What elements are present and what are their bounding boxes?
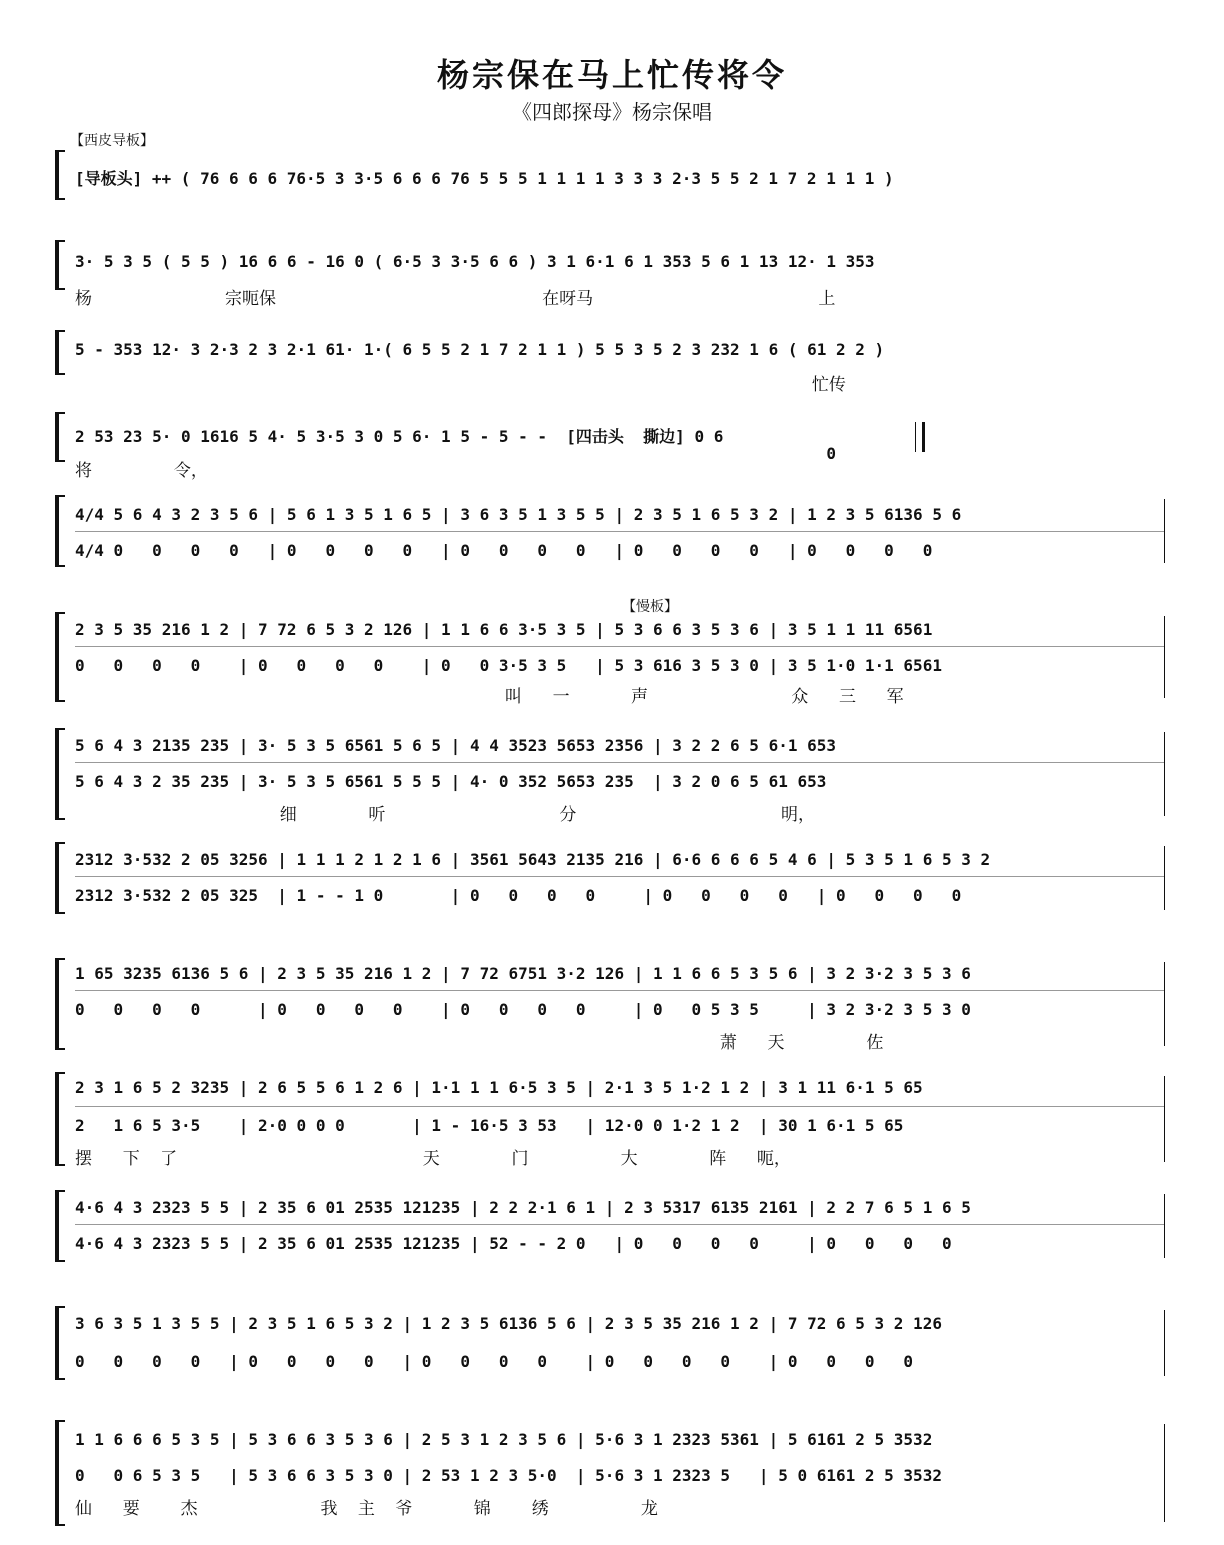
score-line-bottom: 2 1 6 5 3·5 | 2·0 0 0 0 | 1 - 16·5 3 53 | 12·0 0 1·2 1 2 | 30 1 6·1 5 65 xyxy=(75,1116,904,1135)
score-line-top: 4/4 5 6 4 3 2 3 5 6 | 5 6 1 3 5 1 6 5 | 3 6 3 5 1 3 5 5 | 2 3 5 1 6 5 3 2 | 1 2 3 5 6136 5 6 xyxy=(75,505,962,524)
barline-end xyxy=(1164,846,1165,910)
score-line-bottom: 4·6 4 3 2323 5 5 | 2 35 6 01 2535 121235 | 52 - - 2 0 | 0 0 0 0 | 0 0 0 0 xyxy=(75,1234,952,1253)
page-subtitle: 《四郎探母》杨宗保唱 xyxy=(512,100,712,124)
lyrics-line: 萧 天 佐 xyxy=(75,1033,884,1053)
score-line-bottom: 0 0 6 5 3 5 | 5 3 6 6 3 5 3 0 | 2 53 1 2 3 5·0 | 5·6 3 1 2323 5 | 5 0 6161 2 5 3532 xyxy=(75,1466,942,1485)
score-line-top: 3 6 3 5 1 3 5 5 | 2 3 5 1 6 5 3 2 | 1 2 3 5 6136 5 6 | 2 3 5 35 216 1 2 | 7 72 6 5 3 2 126 xyxy=(75,1314,942,1333)
system-bracket xyxy=(55,958,65,1050)
score-line-top: 2 3 1 6 5 2 3235 | 2 6 5 5 6 1 2 6 | 1·1 1 1 6·5 3 5 | 2·1 3 5 1·2 1 2 | 3 1 11 6·1 5 65 xyxy=(75,1078,923,1097)
barline-end xyxy=(1164,732,1165,816)
lyrics-line: 将 令， xyxy=(75,461,208,481)
score-system-9 xyxy=(55,958,1165,1053)
system-bracket xyxy=(55,1072,65,1166)
score-line-top: 2312 3·532 2 05 3256 | 1 1 1 2 1 2 1 6 | 3561 5643 2135 216 | 6·6 6 6 6 5 4 6 | 5 3 5 1 6 5 3 2 xyxy=(75,850,991,869)
barline-end xyxy=(1164,499,1165,563)
barline-end xyxy=(1164,616,1165,698)
barline-end xyxy=(1164,962,1165,1046)
score-system-6 xyxy=(55,612,1165,707)
barline-end xyxy=(1164,1194,1165,1258)
score-system-13 xyxy=(55,1420,1165,1526)
score-system-11 xyxy=(55,1190,1165,1262)
lyrics-line: 仙 要 杰 我 主 爷 锦 绣 龙 xyxy=(75,1499,658,1519)
lyrics-line: 忙传 xyxy=(75,375,846,395)
system-bracket xyxy=(55,1190,65,1262)
score-system-1 xyxy=(55,150,1165,200)
score-system-7 xyxy=(55,728,1165,825)
system-bracket xyxy=(55,240,65,290)
staff-separator xyxy=(75,876,1165,877)
barline-end xyxy=(1164,1076,1165,1162)
system-bracket xyxy=(55,728,65,820)
system-bracket xyxy=(55,1420,65,1526)
barline-end xyxy=(1164,1424,1165,1522)
staff-separator xyxy=(75,1106,1165,1107)
score-system-5 xyxy=(55,495,1165,567)
score-line-top: 5 - 353 12· 3 2·3 2 3 2·1 61· 1·( 6 5 5 2 1 7 2 1 1 ) 5 5 3 5 2 3 232 1 6 ( 61 2 2 ) xyxy=(75,340,885,359)
score-line-bottom: 2312 3·532 2 05 325 | 1 - - 1 0 | 0 0 0 0 | 0 0 0 0 | 0 0 0 0 xyxy=(75,886,962,905)
staff-separator xyxy=(75,1224,1165,1225)
score-line-top: 2 3 5 35 216 1 2 | 7 72 6 5 3 2 126 | 1 1 6 6 3·5 3 5 | 5 3 6 6 3 5 3 6 | 3 5 1 1 11 6561 xyxy=(75,620,933,639)
staff-separator xyxy=(75,762,1165,763)
score-line-bottom: 0 xyxy=(75,444,836,463)
score-system-4 xyxy=(55,412,1165,481)
lyrics-line: 细 听 分 明， xyxy=(75,805,816,825)
page-title: 杨宗保在马上忙传将令 xyxy=(436,56,787,94)
score-system-12 xyxy=(55,1306,1165,1380)
score-line-top: 1 65 3235 6136 5 6 | 2 3 5 35 216 1 2 | 7 72 6751 3·2 126 | 1 1 6 6 5 3 5 6 | 3 2 3·2 3 5 3 6 xyxy=(75,964,971,983)
system-bracket xyxy=(55,495,65,567)
score-system-8 xyxy=(55,842,1165,914)
score-system-10 xyxy=(55,1072,1165,1169)
score-line-top: 1 1 6 6 6 5 3 5 | 5 3 6 6 3 5 3 6 | 2 5 3 1 2 3 5 6 | 5·6 3 1 2323 5361 | 5 6161 2 5 3532 xyxy=(75,1430,933,1449)
staff-separator xyxy=(75,531,1165,532)
score-line-top: 5 6 4 3 2135 235 | 3· 5 3 5 6561 5 6 5 | 4 4 3523 5653 2356 | 3 2 2 6 5 6·1 653 xyxy=(75,736,836,755)
score-line-top: 4·6 4 3 2323 5 5 | 2 35 6 01 2535 121235 | 2 2 2·1 6 1 | 2 3 5317 6135 2161 | 2 2 7 6 5 1 6 5 xyxy=(75,1198,971,1217)
system-bracket xyxy=(55,330,65,375)
score-line-bottom: 0 0 0 0 | 0 0 0 0 | 0 0 3·5 3 5 | 5 3 616 3 5 3 0 | 3 5 1·0 1·1 6561 xyxy=(75,656,942,675)
system-bracket xyxy=(55,1306,65,1380)
system-bracket xyxy=(55,612,65,702)
tempo-marking-daoban: 【西皮导板】 xyxy=(70,133,154,149)
score-line-top: 3· 5 3 5 ( 5 5 ) 16 6 6 - 16 0 ( 6·5 3 3·5 6 6 ) 3 1 6·1 6 1 353 5 6 1 13 12· 1 353 xyxy=(75,252,875,271)
tempo-marking-manban: 【慢板】 xyxy=(622,599,678,615)
system-bracket xyxy=(55,412,65,462)
double-barline xyxy=(915,422,925,452)
staff-separator xyxy=(75,990,1165,991)
score-system-2 xyxy=(55,240,1165,309)
system-bracket xyxy=(55,150,65,200)
system-bracket xyxy=(55,842,65,914)
score-line-bottom: 0 0 0 0 | 0 0 0 0 | 0 0 0 0 | 0 0 0 0 | 0 0 0 0 xyxy=(75,1352,914,1371)
score-line-top: [导板头] ++ ( 76 6 6 6 76·5 3 3·5 6 6 6 76 5 5 5 1 1 1 1 3 3 3 2·3 5 5 2 1 7 2 1 1 1 ) xyxy=(75,169,894,188)
score-line-bottom: 5 6 4 3 2 35 235 | 3· 5 3 5 6561 5 5 5 | 4· 0 352 5653 235 | 3 2 0 6 5 61 653 xyxy=(75,772,827,791)
score-line-top: 2 53 23 5· 0 1616 5 4· 5 3·5 3 0 5 6· 1 5 - 5 - - [四击头 撕边] 0 6 xyxy=(75,427,724,446)
score-system-3 xyxy=(55,330,1165,395)
lyrics-line: 杨 宗呃保 在呀马 上 xyxy=(75,289,836,309)
barline-end xyxy=(1164,1310,1165,1376)
lyrics-line: 叫 一 声 众 三 军 xyxy=(75,687,904,707)
score-line-bottom: 0 0 0 0 | 0 0 0 0 | 0 0 0 0 | 0 0 5 3 5 | 3 2 3·2 3 5 3 0 xyxy=(75,1000,971,1019)
score-line-bottom: 4/4 0 0 0 0 | 0 0 0 0 | 0 0 0 0 | 0 0 0 0 | 0 0 0 0 xyxy=(75,541,933,560)
lyrics-line: 摆 下 了 天 门 大 阵 呃， xyxy=(75,1149,791,1169)
staff-separator xyxy=(75,646,1165,647)
